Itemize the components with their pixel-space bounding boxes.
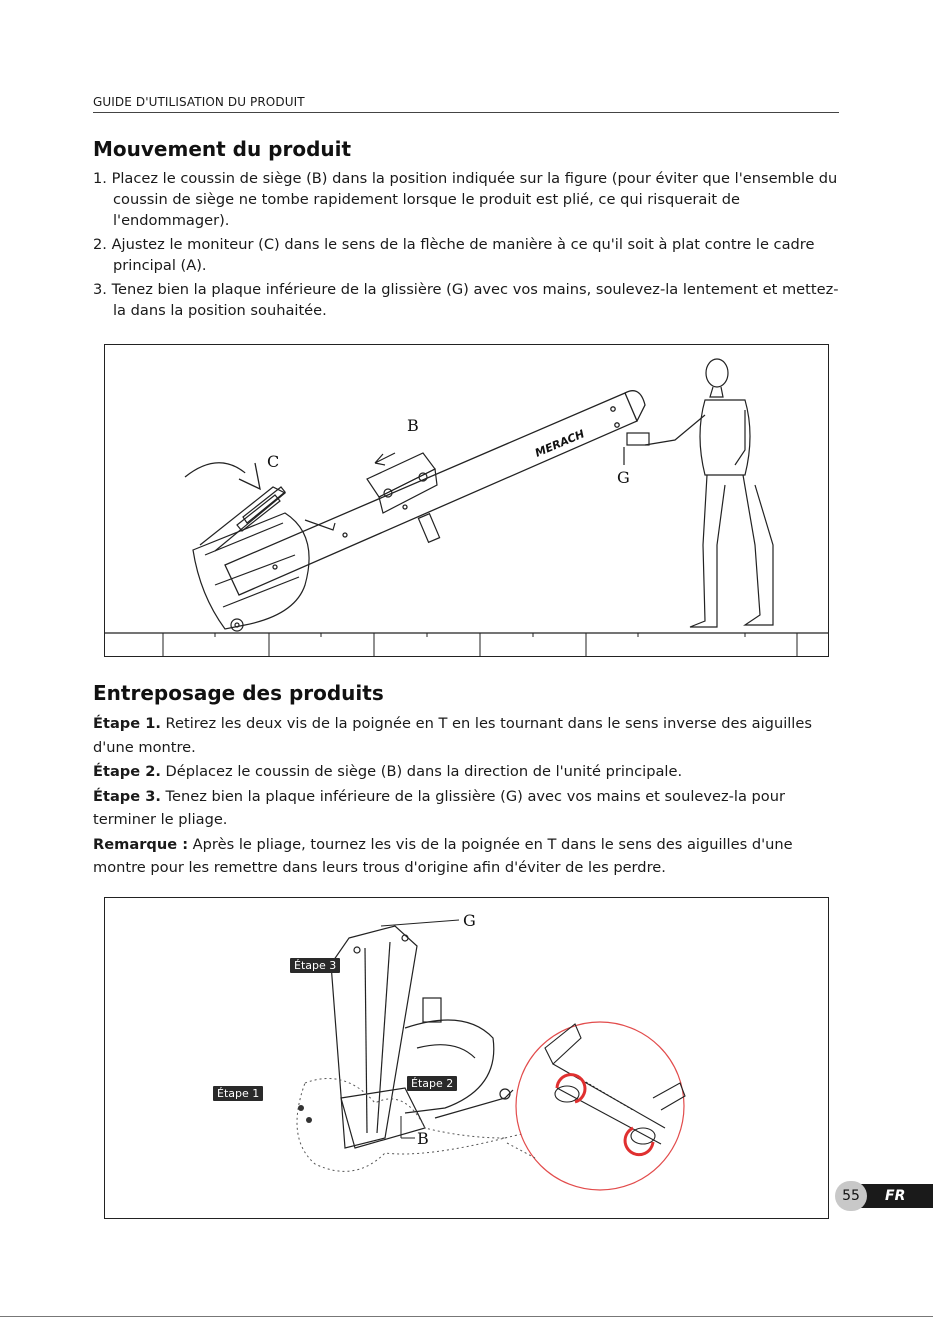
rail [225,391,645,595]
step-lead: Étape 3. [93,787,161,805]
note-lead: Remarque : [93,835,189,853]
step-1-tag: Étape 1 [213,1086,263,1101]
figure-storage [104,897,829,1219]
step-3-tag: Étape 3 [290,958,340,973]
storage-steps [93,712,839,881]
step-text: Déplacez le coussin de siège (B) dans la direction de l'unité principale. [160,763,683,780]
brand-logo: MERACH [533,427,587,460]
seat-cushion [367,453,440,542]
movement-step-2: 2. Ajustez le moniteur (C) dans le sens de la flèche de manière à ce qu'il soit à plat contre le cadre principal (A). [93,236,815,274]
monitor [237,487,285,531]
note-text: Après le pliage, tournez les vis de la poignée en T dans le sens des aiguilles d'une montre pour les remettre dans leurs trous d'origine afin d'éviter de les perdre. [93,835,793,876]
label-b: B [417,1129,429,1148]
step-lead: Étape 2. [93,763,161,780]
removed-screws [298,1105,312,1123]
seat-arrow [375,453,395,465]
movement-step-3: 3. Tenez bien la plaque inférieure de la glissière (G) avec vos mains, soulevez-la lentement et mettez-la dans la position souhaitée. [93,281,839,319]
page-number: 55 [835,1181,867,1211]
storage-note [93,833,839,880]
step-text: Retirez les deux vis de la poignée en T en les tournant dans le sens inverse des aiguilles d'une montre. [93,715,812,756]
section-title-storage: Entreposage des produits [93,681,384,705]
section-title-movement: Mouvement du produit [93,137,352,161]
label-b: B [407,416,419,435]
zoom-detail-circle [516,1022,684,1190]
storage-step-2 [93,760,839,784]
movement-steps [93,168,843,324]
movement-step-1: 1. Placez le coussin de siège (B) dans la position indiquée sur la figure (pour éviter que l'ensemble du coussin de siège ne tombe rapidement lorsque le produit est plié, ce qui risquerait de l'endommager). [93,170,838,229]
storage-step-3 [93,785,839,832]
page-badge [835,1181,933,1211]
floor-ruler [163,633,797,656]
step-2-tag: Étape 2 [407,1076,457,1091]
rower-tilt-illustration [105,345,828,656]
figure-moving-product [104,344,829,657]
label-g: G [463,911,476,930]
folded-rower [331,926,513,1148]
person-figure [645,359,773,627]
folded-rower-illustration [105,898,828,1218]
storage-step-1 [93,712,839,759]
rail-handle [624,433,649,465]
language-tab: FR [853,1184,933,1208]
label-g: G [617,468,630,487]
bottom-rule [0,1316,933,1317]
step-text: Tenez bien la plaque inférieure de la glissière (G) avec vos mains et soulevez-la pour terminer le pliage. [93,787,785,828]
document-header: GUIDE D'UTILISATION DU PRODUIT [93,95,839,113]
step-lead: Étape 1. [93,715,161,732]
label-c: C [267,452,280,471]
